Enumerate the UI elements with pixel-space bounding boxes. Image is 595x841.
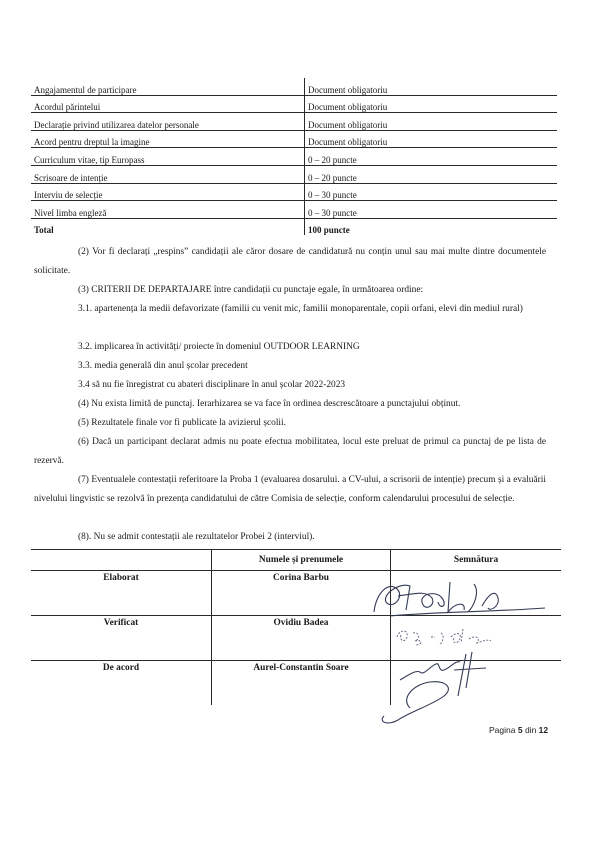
total-label: Total — [34, 225, 54, 236]
paragraph-8: (8). Nu se admit contestații ale rezultatelor Probei 2 (interviul). — [78, 532, 315, 542]
role-cell: Verificat — [31, 616, 212, 661]
points-cell: Document obligatoriu — [305, 95, 558, 113]
paragraph-3-3: 3.3. media generală din anul școlar precedent — [78, 361, 248, 371]
name-cell: Corina Barbu — [212, 571, 391, 616]
paragraph-2: (2) Vor fi declarați „respins” candidații ale căror dosare de candidatură nu conțin unul sau mai multe dintre documentele solicitate. — [34, 247, 546, 276]
points-cell: 0 – 30 puncte — [305, 201, 558, 219]
points-cell: 0 – 20 puncte — [305, 165, 558, 183]
table-row — [31, 78, 557, 95]
paragraph-4: (4) Nu exista limită de punctaj. Ierarhizarea se va face în ordinea descrescătoare a punctajului obținut. — [78, 399, 461, 409]
total-value: 100 puncte — [305, 218, 558, 235]
table-row — [31, 95, 557, 113]
page-label: Pagina — [489, 725, 516, 735]
role-header — [31, 550, 212, 571]
criterion-cell: Acordul părintelui — [31, 95, 305, 113]
paragraph-6: (6) Dacă un participant declarat admis nu poate efectua mobilitatea, locul este preluat de primul ca punctaj de pe lista de rezervă. — [34, 437, 546, 466]
role-cell: De acord — [31, 661, 212, 706]
points-cell: 0 – 20 puncte — [305, 148, 558, 166]
criterion-cell: Curriculum vitae, tip Europass — [31, 148, 305, 166]
criterion-cell: Angajamentul de participare — [31, 78, 305, 95]
table-row — [31, 183, 557, 201]
criterion-cell: Declarație privind utilizarea datelor personale — [31, 113, 305, 131]
paragraph-3-2: 3.2. implicarea în activități/ proiecte în domeniul OUTDOOR LEARNING — [78, 342, 360, 352]
points-cell: Document obligatoriu — [305, 78, 558, 95]
signature-drawing-soare — [370, 648, 520, 730]
table-row — [31, 148, 557, 166]
table-row — [31, 201, 557, 219]
signature-table-header — [31, 550, 561, 571]
page-of: din — [524, 725, 537, 735]
points-cell: Document obligatoriu — [305, 113, 558, 131]
page-number — [489, 725, 548, 735]
signature-drawing-badea — [395, 625, 505, 649]
name-cell: Aurel-Constantin Soare — [212, 661, 391, 706]
criterion-cell: Nivel limba engleză — [31, 201, 305, 219]
role-cell: Elaborat — [31, 571, 212, 616]
page-current: 5 — [517, 725, 523, 735]
signature-drawing-barbu — [370, 572, 550, 622]
paragraph-3: (3) CRITERII DE DEPARTAJARE între candidații cu punctaje egale, în următoarea ordine: — [78, 285, 424, 295]
table-row — [31, 130, 557, 148]
paragraph-7: (7) Eventualele contestații referitoare la Proba 1 (evaluarea dosarului. a CV-ului, a scrisorii de intenție) precum și a evaluării nivelului lingvistic se rezolvă în prezența candidatului de către Comisia de selecție, conform calendarului procesului de selecție. — [34, 475, 546, 504]
table-row — [31, 165, 557, 183]
table-row — [31, 113, 557, 131]
criteria-table — [31, 78, 557, 235]
points-cell: Document obligatoriu — [305, 130, 558, 148]
points-cell: 0 – 30 puncte — [305, 183, 558, 201]
paragraph-3-4: 3.4 să nu fie înregistrat cu abateri disciplinare în anul școlar 2022-2023 — [78, 380, 346, 390]
paragraph-3-1: 3.1. apartenența la medii defavorizate (familii cu venit mic, familii monoparentale, copii orfani, elevi din mediul rural) — [78, 304, 523, 314]
criterion-cell: Interviu de selecție — [31, 183, 305, 201]
signature-header: Semnătura — [391, 550, 562, 571]
criterion-cell: Scrisoare de intenție — [31, 165, 305, 183]
total-row — [31, 218, 557, 235]
name-header: Numele și prenumele — [212, 550, 391, 571]
page-total: 12 — [538, 725, 549, 735]
paragraph-5: (5) Rezultatele finale vor fi publicate la avizierul școlii. — [78, 418, 286, 428]
name-cell: Ovidiu Badea — [212, 616, 391, 661]
criterion-cell: Acord pentru dreptul la imagine — [31, 130, 305, 148]
